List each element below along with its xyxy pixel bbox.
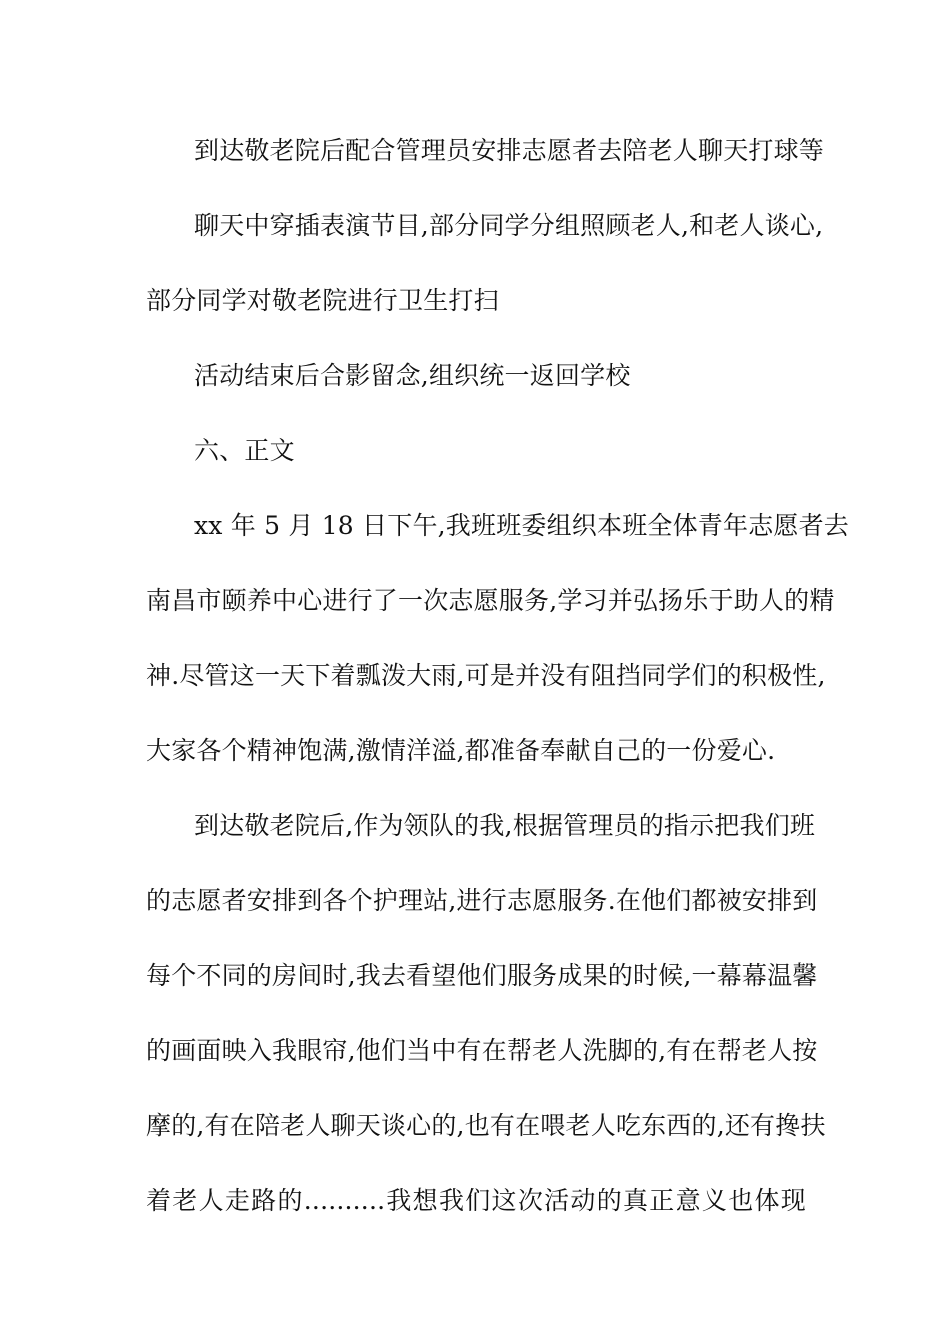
text-line: 的画面映入我眼帘,他们当中有在帮老人洗脚的,有在帮老人按	[146, 1036, 818, 1065]
text-line: 每个不同的房间时,我去看望他们服务成果的时候,一幕幕温馨	[146, 961, 818, 990]
text-line: 的志愿者安排到各个护理站,进行志愿服务.在他们都被安排到	[146, 886, 818, 915]
section-heading: 六、正文	[194, 436, 295, 465]
text-line: xx 年 5 月 18 日下午,我班班委组织本班全体青年志愿者去	[194, 511, 849, 540]
text-line: 到达敬老院后配合管理员安排志愿者去陪老人聊天打球等	[194, 136, 825, 165]
text-line: 部分同学对敬老院进行卫生打扫	[146, 286, 499, 315]
text-line: 摩的,有在陪老人聊天谈心的,也有在喂老人吃东西的,还有搀扶	[146, 1111, 826, 1140]
text-line: 着老人走路的..........我想我们这次活动的真正意义也体现	[146, 1186, 806, 1215]
text-line: 聊天中穿插表演节目,部分同学分组照顾老人,和老人谈心,	[194, 211, 824, 240]
text-line: 到达敬老院后,作为领队的我,根据管理员的指示把我们班	[194, 811, 816, 840]
text-line: 活动结束后合影留念,组织统一返回学校	[194, 361, 631, 390]
text-line: 神.尽管这一天下着瓢泼大雨,可是并没有阻挡同学们的积极性,	[146, 661, 826, 690]
text-line: 大家各个精神饱满,激情洋溢,都准备奉献自己的一份爱心.	[146, 736, 776, 765]
text-line: 南昌市颐养中心进行了一次志愿服务,学习并弘扬乐于助人的精	[146, 586, 835, 615]
